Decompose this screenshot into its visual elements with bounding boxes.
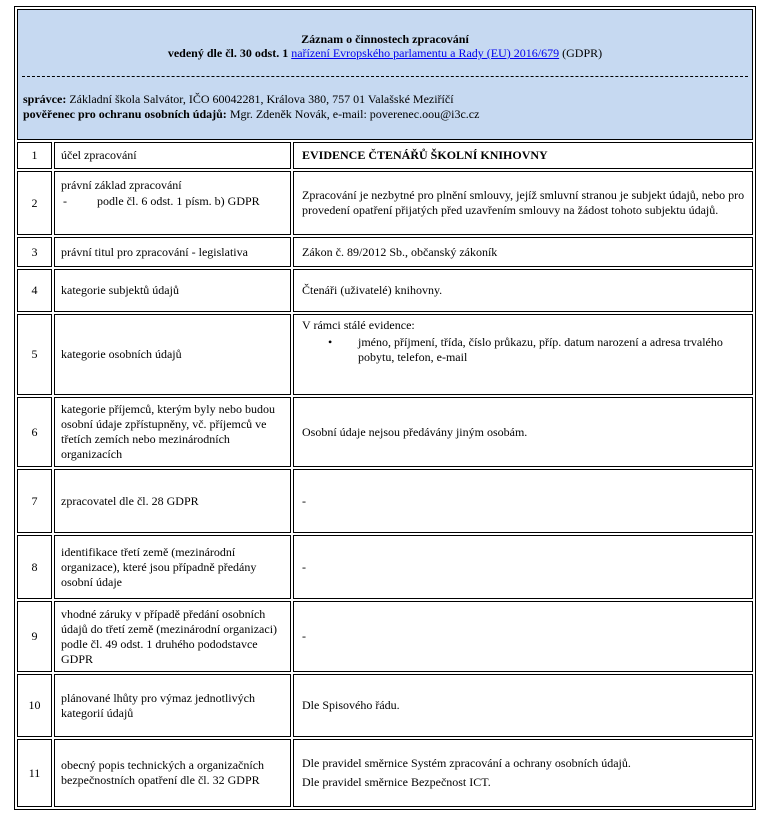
- gdpr-regulation-link[interactable]: nařízení Evropského parlamentu a Rady (EU) 2016/679: [291, 46, 560, 60]
- dpo-label: pověřenec pro ochranu osobních údajů:: [23, 107, 227, 121]
- row-value-cell: [293, 739, 753, 807]
- row-number: 9: [17, 601, 52, 672]
- row-number: 5: [17, 314, 52, 395]
- table-row: [17, 314, 753, 395]
- row-value-line: Dle pravidel směrnice Bezpečnost ICT.: [302, 775, 491, 789]
- row-label: kategorie subjektů údajů: [54, 269, 291, 312]
- row-number: 6: [17, 397, 52, 467]
- row-value: -: [293, 601, 753, 672]
- row-value-intro: V rámci stálé evidence:: [302, 318, 415, 332]
- row-label: plánované lhůty pro výmaz jednotlivých kategorií údajů: [54, 674, 291, 737]
- row-value-line: Dle pravidel směrnice Systém zpracování a ochrany osobních údajů.: [302, 756, 631, 770]
- table-row: [17, 739, 753, 807]
- record-table: [14, 6, 756, 810]
- list-item: [302, 335, 746, 365]
- bullet-marker: •: [328, 335, 333, 349]
- row-number: 4: [17, 269, 52, 312]
- row-value: Zpracování je nezbytné pro plnění smlouvy, jejíž smluvní stranou je subjekt údajů, nebo pro provedení opatření přijatých před uzavřením smlouvy na žádost tohoto subjektu údajů.: [293, 171, 753, 235]
- row-label: vhodné záruky v případě předání osobních údajů do třetí země (mezinárodní organizaci) podle čl. 49 odst. 1 druhého pododstavce GDPR: [54, 601, 291, 672]
- row-value: Osobní údaje nejsou předávány jiným osobám.: [293, 397, 753, 467]
- row-number: 11: [17, 739, 52, 807]
- controller-line: [23, 92, 454, 107]
- dash-marker: -: [63, 194, 67, 208]
- table-row: [17, 674, 753, 737]
- row-value-cell: [293, 314, 753, 395]
- table-row: [17, 171, 753, 235]
- table-row: [17, 535, 753, 599]
- row-label: kategorie osobních údajů: [54, 314, 291, 395]
- row-value: Zákon č. 89/2012 Sb., občanský zákoník: [293, 237, 753, 267]
- table-row: [17, 269, 753, 312]
- legal-basis-text: podle čl. 6 odst. 1 písm. b) GDPR: [97, 194, 260, 208]
- table-row: [17, 469, 753, 533]
- row-value: EVIDENCE ČTENÁŘŮ ŠKOLNÍ KNIHOVNY: [293, 142, 753, 169]
- row-value: Dle Spisového řádu.: [293, 674, 753, 737]
- row-number: 2: [17, 171, 52, 235]
- header-divider: [22, 76, 748, 77]
- subtitle-suffix: (GDPR): [562, 46, 603, 60]
- table-row: [17, 237, 753, 267]
- row-label: právní titul pro zpracování - legislativa: [54, 237, 291, 267]
- subtitle-bold: vedený dle čl. 30 odst. 1: [167, 46, 289, 60]
- row-label: kategorie příjemců, kterým byly nebo budou osobní údaje zpřístupněny, vč. příjemců ve třetích zemích nebo mezinárodních organizacích: [54, 397, 291, 467]
- row-value: -: [293, 535, 753, 599]
- row-value: Čtenáři (uživatelé) knihovny.: [293, 269, 753, 312]
- row-label: identifikace třetí země (mezinárodní organizace), které jsou případně předány osobní údaje: [54, 535, 291, 599]
- row-value: -: [293, 469, 753, 533]
- row-number: 1: [17, 142, 52, 169]
- row-number: 7: [17, 469, 52, 533]
- legal-basis-item: [61, 194, 260, 209]
- record-title: Záznam o činnostech zpracování: [301, 32, 469, 46]
- row-label-cell: [54, 171, 291, 235]
- row-label: účel zpracování: [54, 142, 291, 169]
- dpo-value: Mgr. Zdeněk Novák, e-mail: poverenec.oou@i3c.cz: [229, 107, 480, 121]
- controller-label: správce:: [23, 92, 67, 106]
- row-number: 10: [17, 674, 52, 737]
- controller-value: Základní škola Salvátor, IČO 60042281, Králova 380, 757 01 Valašské Meziříčí: [69, 92, 454, 106]
- table-row: [17, 142, 753, 169]
- list-item-text: jméno, příjmení, třída, číslo průkazu, příp. datum narození a adresa trvalého pobytu, telefon, e-mail: [358, 335, 723, 364]
- row-label: obecný popis technických a organizačních bezpečnostních opatření dle čl. 32 GDPR: [54, 739, 291, 807]
- table-row: [17, 397, 753, 467]
- record-subtitle: [18, 46, 752, 61]
- dpo-line: [23, 107, 479, 122]
- row-number: 8: [17, 535, 52, 599]
- table-row: [17, 601, 753, 672]
- row-label: právní základ zpracování: [61, 178, 182, 192]
- record-header: [17, 9, 753, 140]
- row-number: 3: [17, 237, 52, 267]
- row-label: zpracovatel dle čl. 28 GDPR: [54, 469, 291, 533]
